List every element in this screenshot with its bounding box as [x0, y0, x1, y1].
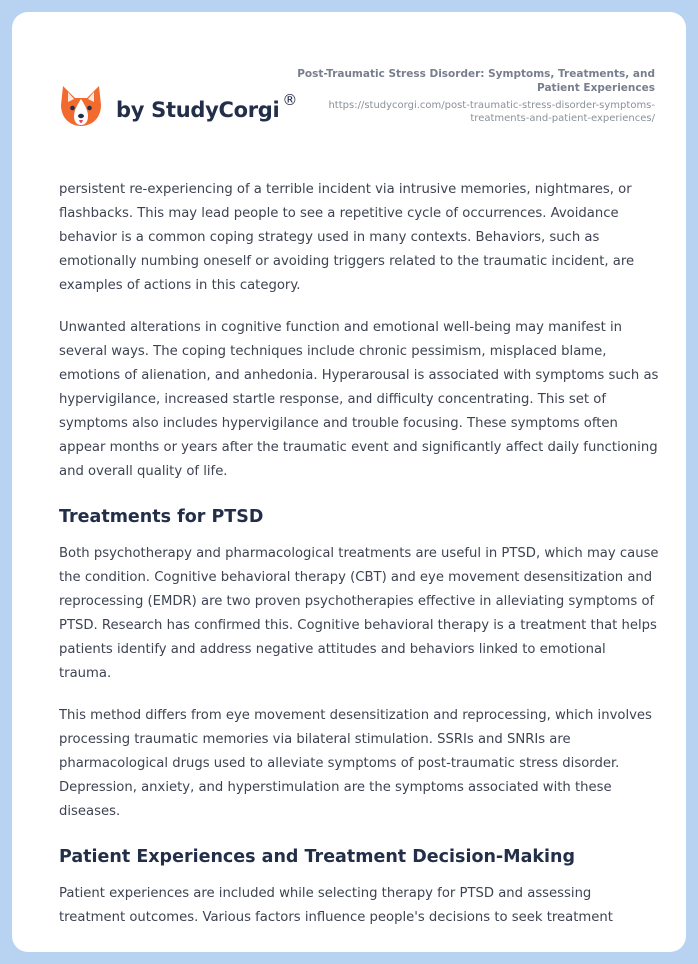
- paragraph: Patient experiences are included while selecting therapy for PTSD and assessing treatment outcomes. Various factors influence people's decisions to seek treatment: [59, 886, 613, 925]
- studycorgi-logo[interactable]: [60, 76, 297, 136]
- registered-mark: ®: [282, 90, 298, 109]
- section-heading-treatments: Treatments for PTSD: [59, 507, 264, 527]
- document-page: [12, 12, 686, 952]
- paragraph: Unwanted alterations in cognitive function and emotional well-being may manifest in several ways. The coping techniques include chronic pessimism, misplaced blame, emotions of alienation, and anhedonia. Hyperarousal is associated with symptoms such as hypervigilance, increased startle response, and difficulty concentrating. This set of symptoms also includes hypervigilance and trouble focusing. These symptoms often appear months or years after the traumatic event and significantly affect daily functioning and overall quality of life.: [59, 320, 659, 479]
- document-title: Post-Traumatic Stress Disorder: Symptoms, Treatments, and Patient Experiences: [297, 68, 655, 94]
- paragraph: This method differs from eye movement desensitization and reprocessing, which involves processing traumatic memories via bilateral stimulation. SSRIs and SNRIs are pharmacological drugs used to alleviate symptoms of post-traumatic stress disorder. Depression, anxiety, and hyperstimulation are the symptoms associated with these diseases.: [59, 708, 652, 819]
- brand-name: by StudyCorgi ®: [116, 90, 298, 122]
- paragraph: Both psychotherapy and pharmacological treatments are useful in PTSD, which may cause the condition. Cognitive behavioral therapy (CBT) and eye movement desensitization and reprocessing (EMDR) are two proven psychotherapies effective in alleviating symptoms of PTSD. Research has confirmed this. Cognitive behavioral therapy is a treatment that helps patients identify and address negative attitudes and behaviors linked to emotional trauma.: [59, 546, 659, 681]
- document-url[interactable]: https://studycorgi.com/post-traumatic-stress-disorder-symptoms-treatments-and-patient-experiences/: [328, 100, 655, 124]
- paragraph: persistent re-experiencing of a terrible incident via intrusive memories, nightmares, or flashbacks. This may lead people to see a repetitive cycle of occurrences. Avoidance behavior is a common coping strategy used in many contexts. Behaviors, such as emotionally numbing oneself or avoiding triggers related to the traumatic incident, are examples of actions in this category.: [59, 182, 635, 293]
- article-body: [59, 178, 659, 948]
- corgi-logo-icon: [60, 83, 102, 129]
- section-heading-patient-experiences: Patient Experiences and Treatment Decision-Making: [59, 847, 576, 867]
- document-meta: [295, 67, 655, 125]
